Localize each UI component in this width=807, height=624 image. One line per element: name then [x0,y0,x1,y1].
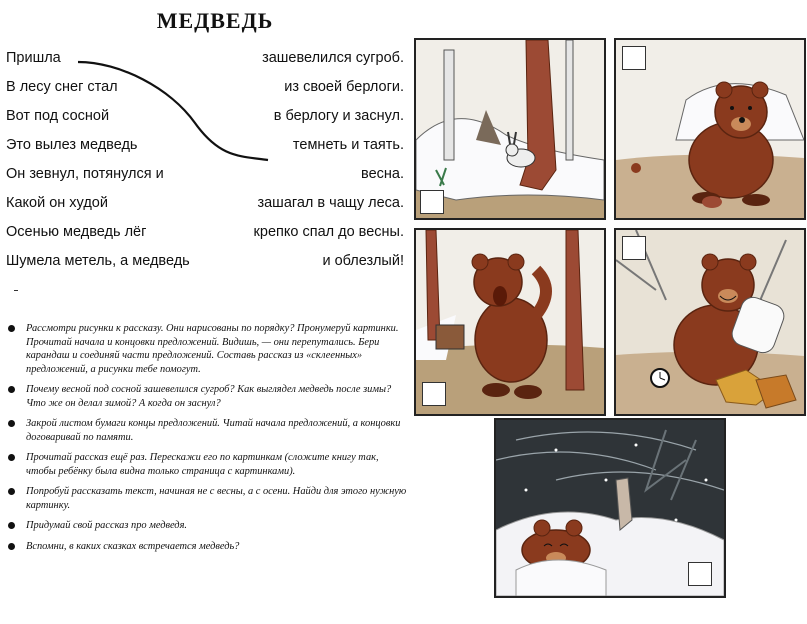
spring-hare-illustration [416,40,604,218]
picture-number-box[interactable] [622,46,646,70]
margin-mark [14,290,18,291]
page-title: МЕДВЕДЬ [156,8,274,33]
task-item: Прочитай рассказ ещё раз. Перескажи его по картинкам (сложите книгу так, чтобы ребёнку была видна только страница с картинками). [6,451,410,478]
bullet-icon [8,325,15,332]
task-item: Почему весной под сосной зашевелился сугроб? Как выглядел медведь после зимы? Что же он делал зимой? А когда он заснул? [6,383,410,410]
sentence-beginning[interactable]: В лесу снег стал [6,79,118,95]
task-item: Попробуй рассказать текст, начиная не с весны, а с осени. Найди для этого нужную картинку. [6,485,410,512]
sentence-beginning[interactable]: Это вылез медведь [6,137,138,153]
sentence-ending[interactable]: и облезлый! [322,253,404,269]
sentence-beginning[interactable]: Вот под сосной [6,108,110,124]
picture-number-box[interactable] [688,562,712,586]
sentence-row [0,253,410,277]
picture-panel-yawning-bear [414,228,606,416]
picture-panel-spring-hare [414,38,606,220]
bullet-icon [8,454,15,461]
bullet-icon [8,420,15,427]
sentence-row [0,137,410,161]
sentence-row [0,108,410,132]
picture-number-box[interactable] [422,382,446,406]
sentence-beginning[interactable]: Какой он худой [6,195,108,211]
sentence-ending[interactable]: весна. [361,166,404,182]
sentence-row [0,79,410,103]
sentence-row [0,50,410,74]
sentence-ending[interactable]: в берлогу и заснул. [273,108,404,124]
task-item: Рассмотри рисунки к рассказу. Они нарисованы по порядку? Пронумеруй картинки. Прочитай начала и концовки предложений. Видишь, — они перепутались. Бери карандаш и соединяй части предложений. Составь рассказ из «склеенных» предложений, а рисунки тебе помогут. [6,322,410,376]
sentence-beginning[interactable]: Осенью медведь лёг [6,224,147,240]
sentence-row [0,224,410,248]
picture-panel-autumn-bear [614,228,806,416]
bullet-icon [8,488,15,495]
sentence-beginning[interactable]: Пришла [6,50,61,66]
bullet-icon [8,386,15,393]
picture-number-box[interactable] [420,190,444,214]
sentence-beginning[interactable]: Шумела метель, а медведь [6,253,190,269]
sentence-beginning[interactable]: Он зевнул, потянулся и [6,166,164,182]
sentence-row [0,166,410,190]
task-item: Вспомни, в каких сказках встречается медведь? [6,540,410,554]
task-item: Придумай свой рассказ про медведя. [6,519,410,533]
bullet-icon [8,522,15,529]
picture-panel-thin-bear [614,38,806,220]
sentence-ending[interactable]: темнеть и таять. [292,137,404,153]
sentence-ending[interactable]: крепко спал до весны. [253,224,404,240]
bullet-icon [8,543,15,550]
picture-panel-sleeping-bear [494,418,726,598]
sentence-ending[interactable]: из своей берлоги. [284,79,404,95]
task-list [6,322,410,560]
task-item: Закрой листом бумаги концы предложений. Читай начала предложений, а концовки договаривай по памяти. [6,417,410,444]
sentence-matching-list [0,48,410,288]
sentence-ending[interactable]: зашевелился сугроб. [262,50,404,66]
picture-number-box[interactable] [622,236,646,260]
sentence-ending[interactable]: зашагал в чащу леса. [257,195,404,211]
sentence-row [0,195,410,219]
